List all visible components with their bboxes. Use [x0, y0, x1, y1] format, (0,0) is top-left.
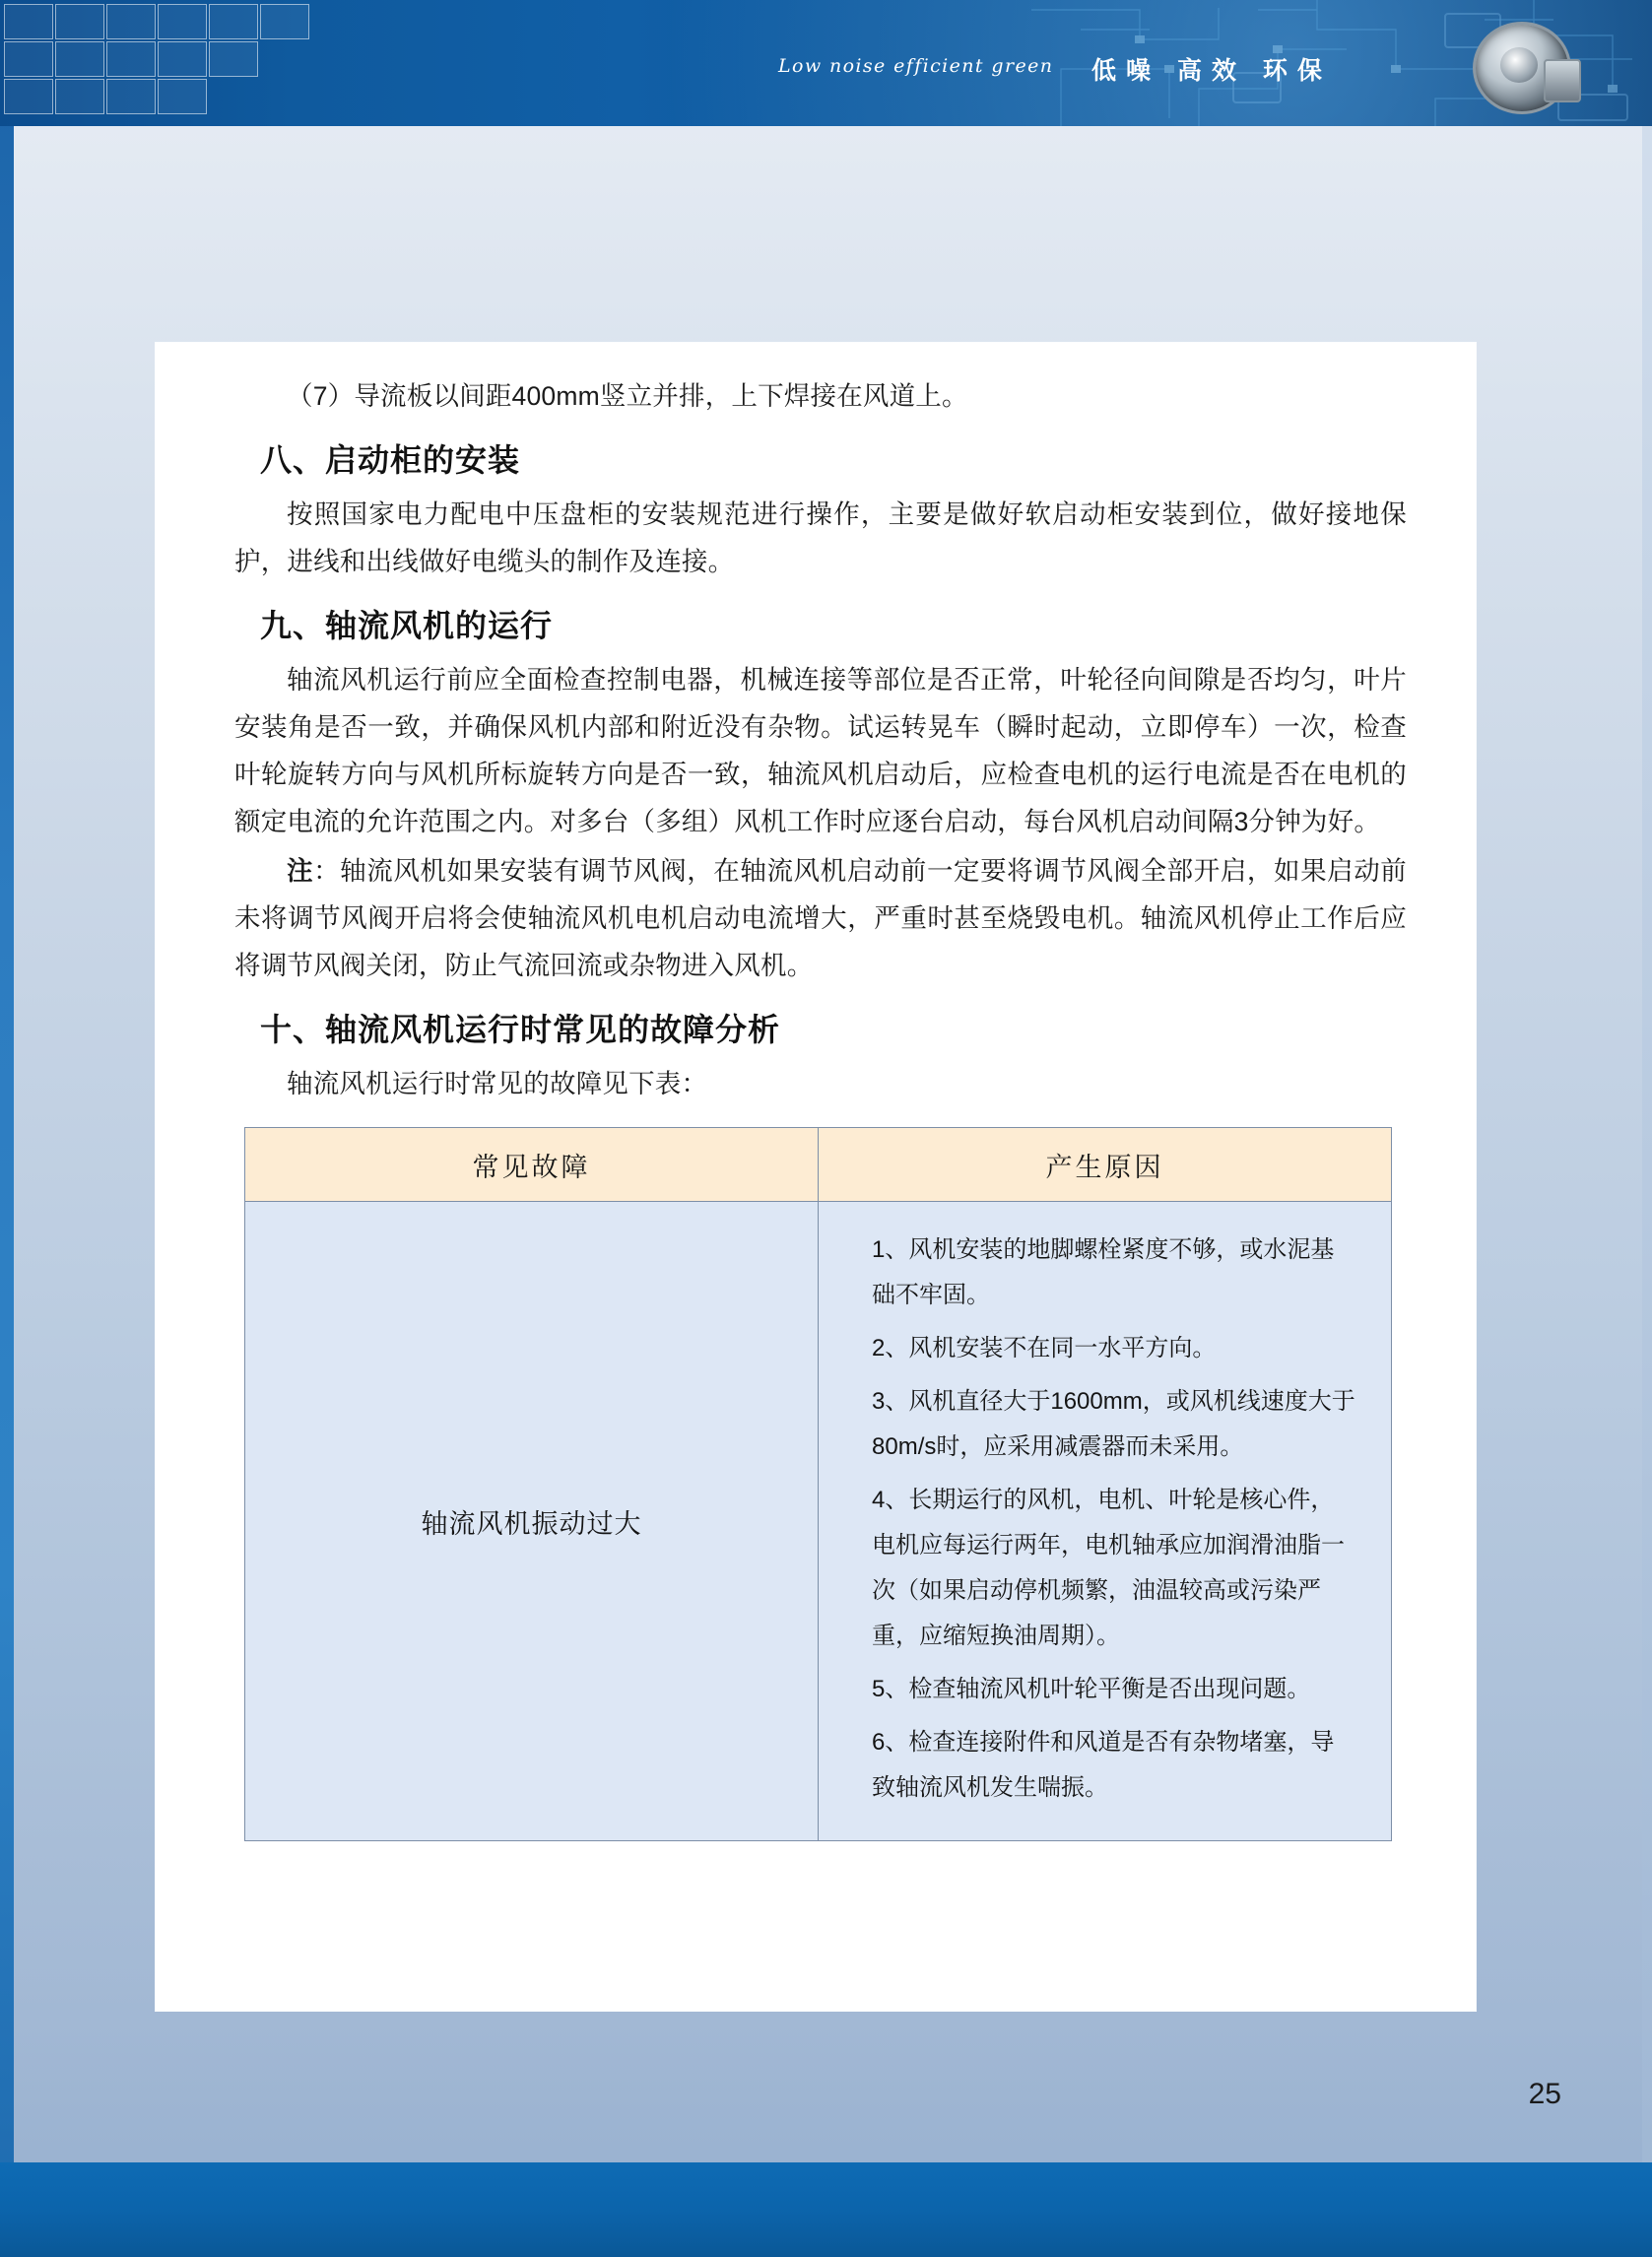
paragraph-note — [234, 847, 1407, 989]
table-header-fault: 常见故障 — [245, 1128, 819, 1202]
cause-item: 2、风机安装不在同一水平方向。 — [872, 1335, 1217, 1361]
note-label: 注 — [287, 856, 314, 886]
document-body — [234, 372, 1407, 1841]
page-number: 25 — [1528, 2078, 1561, 2110]
content-sheet — [156, 343, 1476, 2011]
page-footer — [0, 2162, 1652, 2257]
paragraph-item-7: （7）导流板以间距400mm竖立并排，上下焊接在风道上。 — [287, 381, 968, 411]
paragraph-section-8: 按照国家电力配电中压盘柜的安装规范进行操作，主要是做好软启动柜安装到位，做好接地保护，进线和出线做好电缆头的制作及连接。 — [234, 499, 1407, 576]
table-row — [245, 1202, 1392, 1841]
cause-item: 5、检查轴流风机叶轮平衡是否出现问题。 — [872, 1676, 1311, 1702]
slogan-chinese: 低噪 高效 环保 — [1091, 57, 1332, 85]
slogan-english: Low noise efficient green — [778, 55, 1054, 77]
axial-fan-logo-icon — [1465, 16, 1583, 116]
paragraph-section-10: 轴流风机运行时常见的故障见下表： — [287, 1069, 708, 1098]
fault-analysis-table — [244, 1127, 1392, 1841]
cause-item: 1、风机安装的地脚螺栓紧度不够，或水泥基础不牢固。 — [872, 1236, 1335, 1308]
table-header-cause: 产生原因 — [819, 1128, 1392, 1202]
heading-section-8: 八、启动柜的安装 — [260, 442, 521, 478]
left-accent-band — [0, 0, 14, 2257]
table-cell-fault: 轴流风机振动过大 — [245, 1202, 819, 1841]
cause-item: 4、长期运行的风机，电机、叶轮是核心件，电机应每运行两年，电机轴承应加润滑油脂一次（如果启动停机频繁，油温较高或污染严重，应缩短换油周期）。 — [872, 1487, 1345, 1649]
grid-decoration — [0, 0, 325, 116]
heading-section-9: 九、轴流风机的运行 — [260, 608, 554, 643]
right-accent-band — [1642, 0, 1652, 2257]
heading-section-10: 十、轴流风机运行时常见的故障分析 — [260, 1012, 781, 1047]
cause-item: 3、风机直径大于1600mm，或风机线速度大于80m/s时，应采用减震器而未采用。 — [872, 1388, 1355, 1460]
page-header — [0, 0, 1652, 126]
paragraph-section-9: 轴流风机运行前应全面检查控制电器，机械连接等部位是否正常，叶轮径向间隙是否均匀，叶片安装角是否一致，并确保风机内部和附近没有杂物。试运转晃车（瞬时起动，立即停车）一次，检查叶轮旋转方向与风机所标旋转方向是否一致，轴流风机启动后，应检查电机的运行电流是否在电机的额定电流的允许范围之内。对多台（多组）风机工作时应逐台启动，每台风机启动间隔3分钟为好。 — [234, 665, 1407, 836]
table-header-row — [245, 1128, 1392, 1202]
note-text: ：轴流风机如果安装有调节风阀，在轴流风机启动前一定要将调节风阀全部开启，如果启动前未将调节风阀开启将会使轴流风机电机启动电流增大，严重时甚至烧毁电机。轴流风机停止工作后应将调节风阀关闭，防止气流回流或杂物进入风机。 — [234, 856, 1408, 980]
cause-item: 6、检查连接附件和风道是否有杂物堵塞，导致轴流风机发生喘振。 — [872, 1729, 1335, 1801]
table-cell-causes — [819, 1202, 1392, 1841]
